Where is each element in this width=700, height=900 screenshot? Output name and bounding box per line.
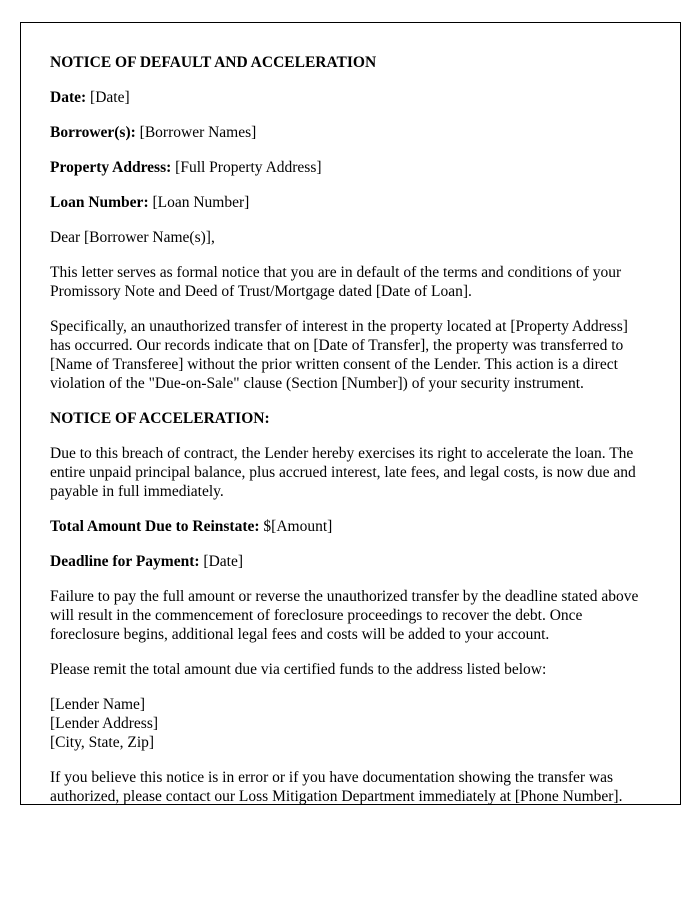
field-loan-number-value: [Loan Number] <box>152 194 250 211</box>
field-total-amount-due-value: $[Amount] <box>263 518 333 535</box>
field-loan-number <box>50 193 651 212</box>
acceleration-heading: NOTICE OF ACCELERATION: <box>50 410 270 427</box>
salutation: Dear [Borrower Name(s)], <box>50 229 215 246</box>
field-total-amount-due-label: Total Amount Due to Reinstate: <box>50 518 260 535</box>
paragraph-remit-instruction: Please remit the total amount due via certified funds to the address listed below: <box>50 661 547 678</box>
field-property-address <box>50 158 651 177</box>
paragraph-foreclosure-warning: Failure to pay the full amount or reverse the unauthorized transfer by the deadline stated above will result in the commencement of foreclosure proceedings to recover the debt. Once foreclosure begins, additional legal fees and costs will be added to your account. <box>50 588 639 643</box>
field-borrowers <box>50 123 651 142</box>
address-line-lender-name: [Lender Name] <box>50 696 146 713</box>
paragraph-error-contact: If you believe this notice is in error or if you have documentation showing the transfer was authorized, please contact our Loss Mitigation Department immediately at [Phone Number]. <box>50 769 623 805</box>
field-borrowers-value: [Borrower Names] <box>139 124 257 141</box>
address-line-lender-address: [Lender Address] <box>50 715 159 732</box>
document-page <box>20 22 681 805</box>
field-property-address-label: Property Address: <box>50 159 172 176</box>
field-payment-deadline-value: [Date] <box>203 553 243 570</box>
lender-address-block <box>50 695 651 752</box>
field-borrowers-label: Borrower(s): <box>50 124 136 141</box>
field-date <box>50 88 651 107</box>
field-payment-deadline <box>50 552 651 571</box>
paragraph-unauthorized-transfer: Specifically, an unauthorized transfer of interest in the property located at [Property Address] has occurred. Our records indicate that on [Date of Transfer], the property was transferred to [Name of Transferee] without the prior written consent of the Lender. This action is a direct violation of the "Due-on-Sale" clause (Section [Number]) of your security instrument. <box>50 318 628 392</box>
field-date-label: Date: <box>50 89 87 106</box>
document-title: NOTICE OF DEFAULT AND ACCELERATION <box>50 54 377 71</box>
paragraph-acceleration: Due to this breach of contract, the Lender hereby exercises its right to accelerate the loan. The entire unpaid principal balance, plus accrued interest, late fees, and legal costs, is now due and payable in full immediately. <box>50 445 636 500</box>
field-total-amount-due <box>50 517 651 536</box>
field-date-value: [Date] <box>90 89 130 106</box>
field-loan-number-label: Loan Number: <box>50 194 149 211</box>
paragraph-default-notice: This letter serves as formal notice that you are in default of the terms and conditions of your Promissory Note and Deed of Trust/Mortgage dated [Date of Loan]. <box>50 264 622 300</box>
field-payment-deadline-label: Deadline for Payment: <box>50 553 200 570</box>
field-property-address-value: [Full Property Address] <box>175 159 322 176</box>
address-line-city-state-zip: [City, State, Zip] <box>50 734 155 751</box>
